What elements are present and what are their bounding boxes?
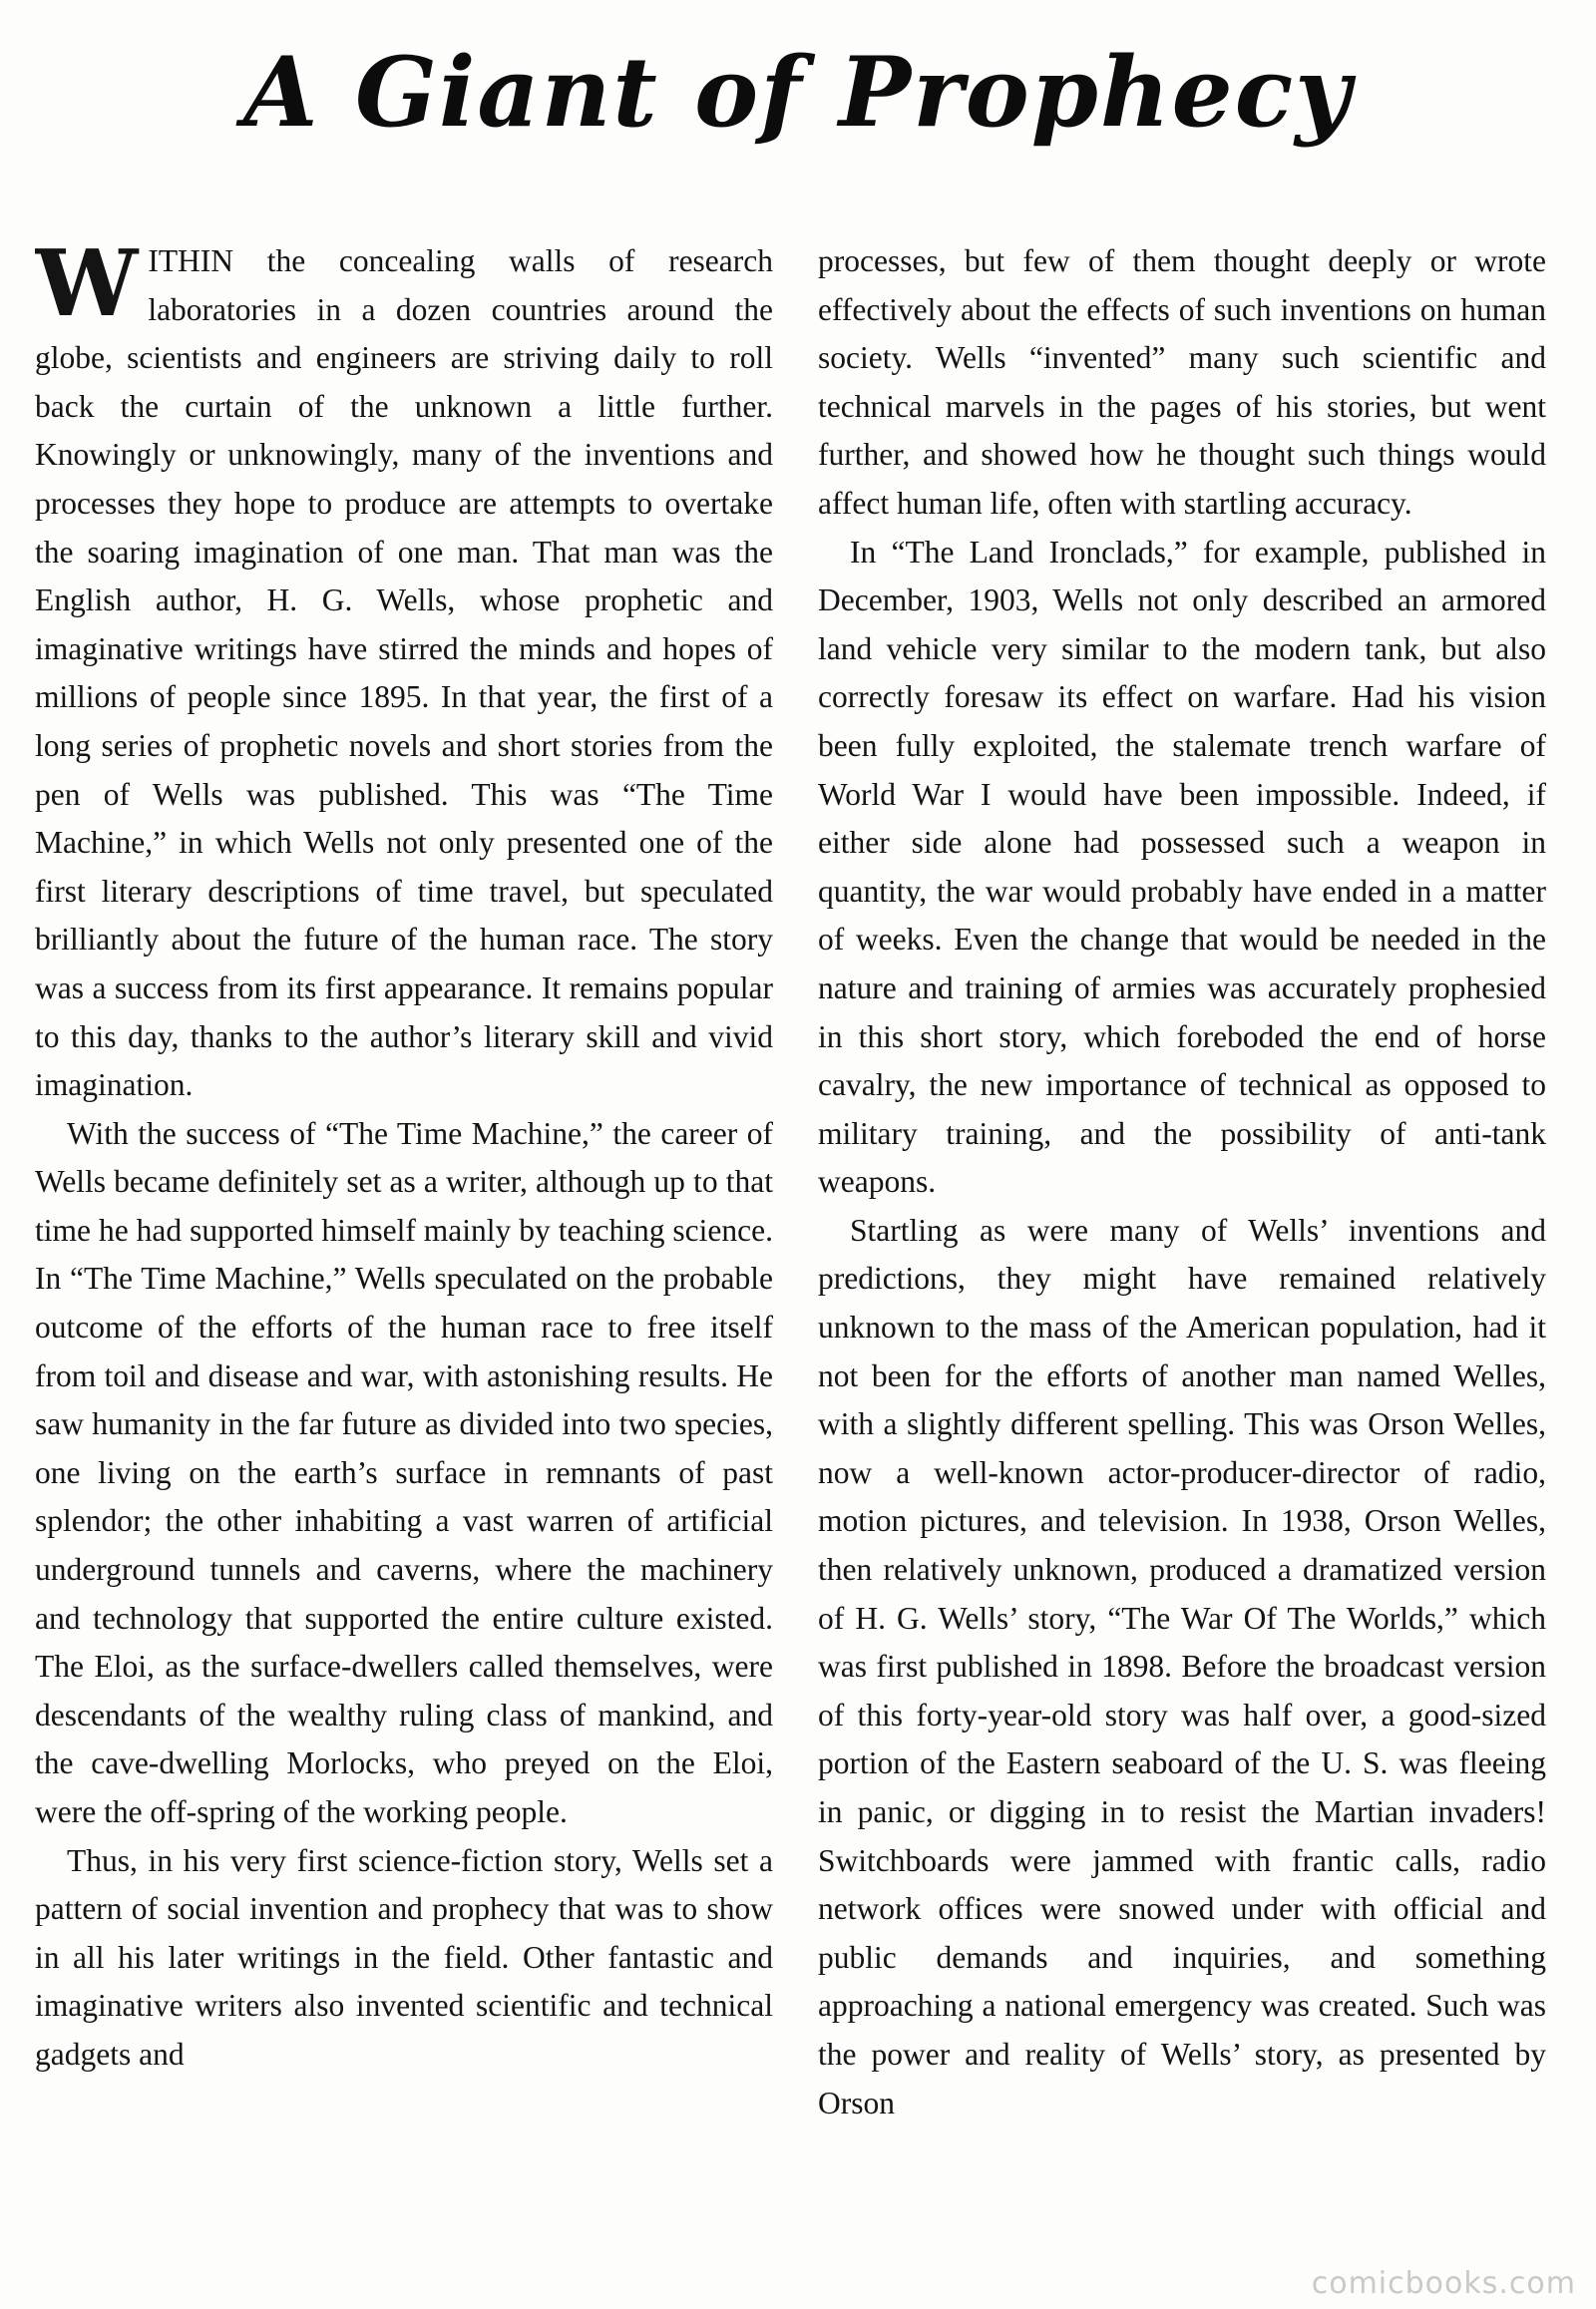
left-column bbox=[35, 237, 773, 2292]
article-paragraph-3: Thus, in his very first science-fiction story, Wells set a pattern of social invention and prophecy that was to show in all his later writings in the field. Other fantastic and imaginative writers also invented scientific and technical gadgets and bbox=[35, 1842, 773, 2072]
paragraph-text: ITHIN the concealing walls of research laboratories in a dozen countries around the globe, scientists and engineers are striving daily to roll back the curtain of the unknown a little further. Knowingly or unknowingly, many of the inventions and processes they hope to produce are attempts to overtake the soaring imagination of one man. That man was the English author, H. G. Wells, whose prophetic and imaginative writings have stirred the minds and hopes of millions of people since 1895. In that year, the first of a long series of prophetic novels and short stories from the pen of Wells was published. This was “The Time Machine,” in which Wells not only presented one of the first literary descriptions of time travel, but speculated brilliantly about the future of the human race. The story was a success from its first appearance. It remains popular to this day, thanks to the author’s literary skill and vivid imagination. bbox=[35, 243, 773, 1103]
article-paragraph-4: processes, but few of them thought deeply or wrote effectively about the effects of such inventions on human society. Wells “invented” many such scientific and technical marvels in the pages of his stories, but went further, and showed how he thought such things would affect human life, often with startling accuracy. bbox=[818, 243, 1546, 521]
article-paragraph-2: With the success of “The Time Machine,” the career of Wells became definitely set as a writer, although up to that time he had supported himself mainly by teaching science. In “The Time Machine,” Wells speculated on the probable outcome of the efforts of the human race to free itself from toil and disease and war, with astonishing results. He saw humanity in the far future as divided into two species, one living on the earth’s surface in remnants of past splendor; the other inhabiting a vast warren of artificial underground tunnels and caverns, where the machinery and technology that supported the entire culture existed. The Eloi, as the surface-dwellers called themselves, were descendants of the wealthy ruling class of mankind, and the cave-dwelling Morlocks, who preyed on the Eloi, were the off-spring of the working people. bbox=[35, 1115, 773, 1829]
source-watermark: comicbooks.com bbox=[1311, 2266, 1576, 2301]
page-title: A Giant of Prophecy bbox=[243, 36, 1353, 149]
article-body bbox=[35, 237, 1546, 2292]
article-paragraph-5: In “The Land Ironclads,” for example, published in December, 1903, Wells not only described an armored land vehicle very similar to the modern tank, but also correctly foresaw its effect on warfare. Had his vision been fully exploited, the stalemate trench warfare of World War I would have been impossible. Indeed, if either side alone had possessed such a weapon in quantity, the war would probably have ended in a matter of weeks. Even the change that would be needed in the nature and training of armies was accurately prophesied in this short story, which foreboded the end of horse cavalry, the new importance of technical as opposed to military training, and the possibility of anti-tank weapons. bbox=[818, 534, 1546, 1200]
right-column bbox=[818, 237, 1546, 2292]
article-paragraph-6: Startling as were many of Wells’ inventions and predictions, they might have remained relatively unknown to the mass of the American population, had it not been for the efforts of another man named Welles, with a slightly different spelling. This was Orson Welles, now a well-known actor-producer-director of radio, motion pictures, and television. In 1938, Orson Welles, then relatively unknown, produced a dramatized version of H. G. Wells’ story, “The War Of The Worlds,” which was first published in 1898. Before the broadcast version of this forty-year-old story was half over, a good-sized portion of the Eastern seaboard of the U. S. was fleeing in panic, or digging in to resist the Martian invaders! Switchboards were jammed with frantic calls, radio network offices were snowed under with official and public demands and inquiries, and something approaching a national emergency was created. Such was the power and reality of Wells’ story, as presented by Orson bbox=[818, 1212, 1546, 2120]
article-paragraph-1 bbox=[35, 237, 773, 1110]
drop-cap: W bbox=[35, 237, 139, 337]
